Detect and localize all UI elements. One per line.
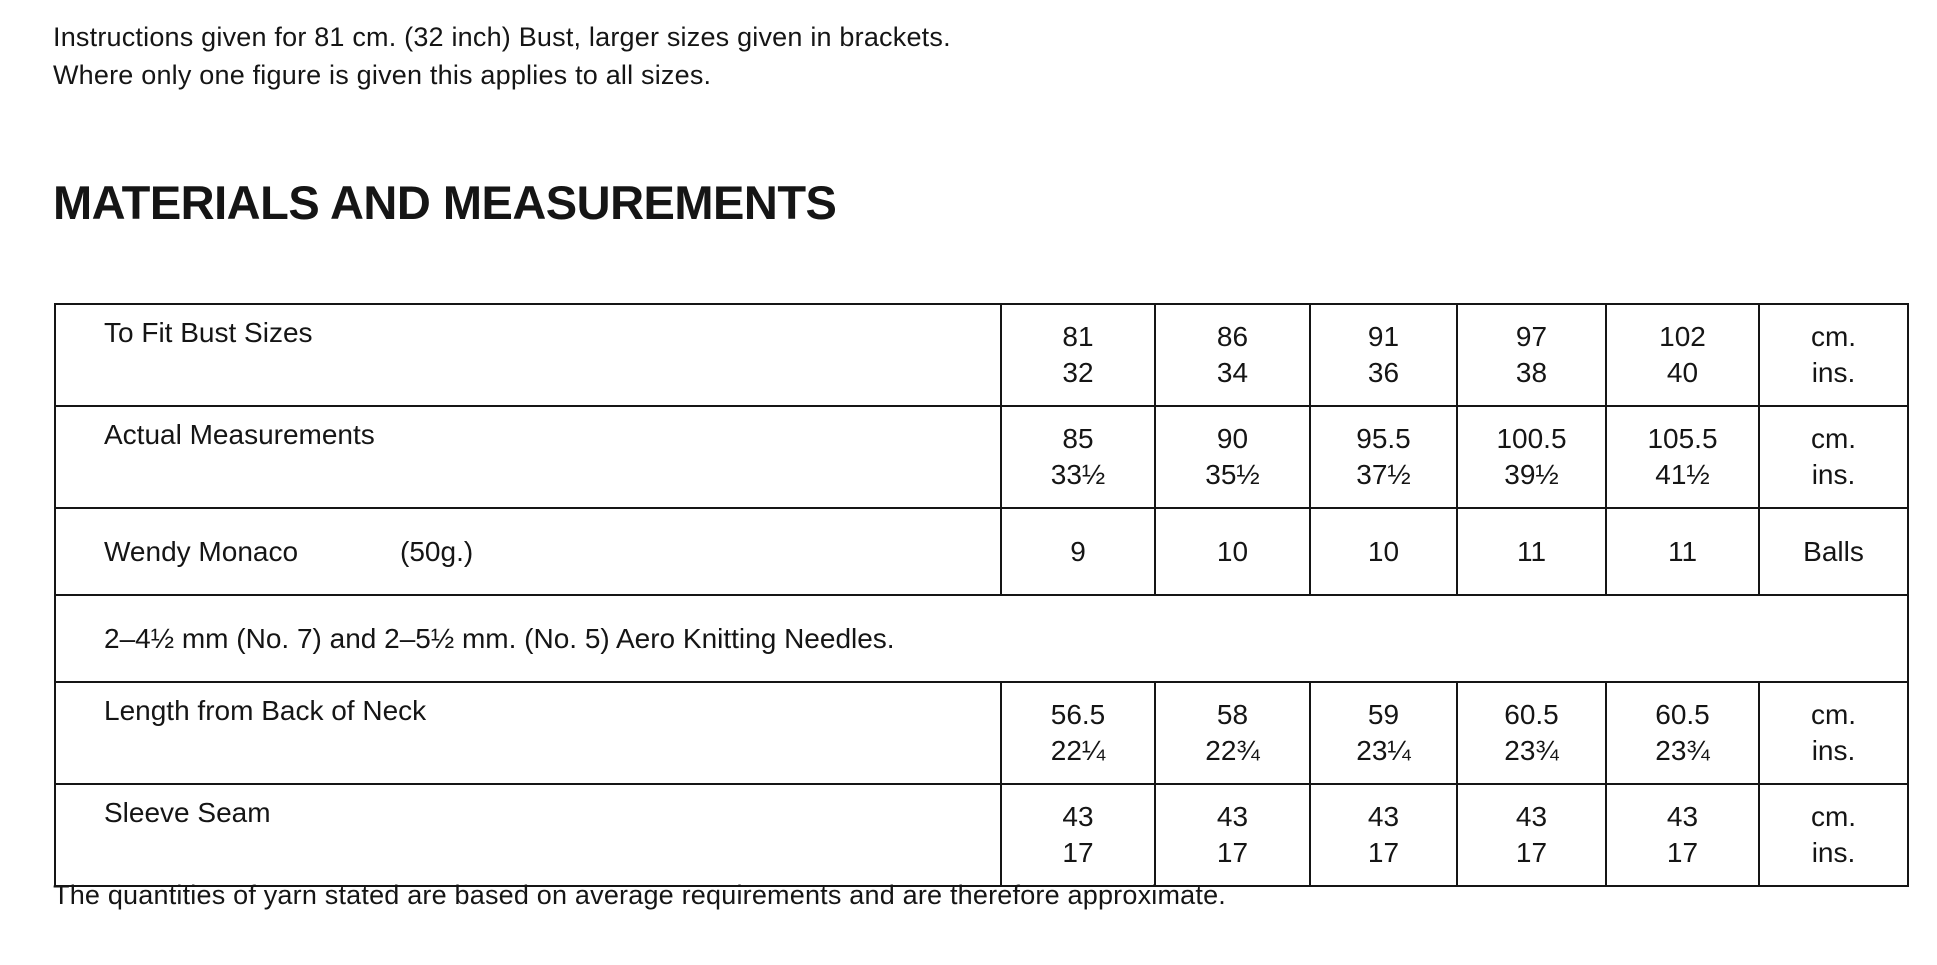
size-cell: 56.5 22¼ (1001, 682, 1155, 784)
size-cell: 43 17 (1001, 784, 1155, 886)
size-cell: 85 33½ (1001, 406, 1155, 508)
unit-cell: cm. ins. (1759, 406, 1908, 508)
size-cell: 60.5 23¾ (1606, 682, 1759, 784)
intro-line: Where only one figure is given this applies to all sizes. (53, 60, 712, 90)
table-row-length (55, 682, 1908, 784)
size-cell: 43 17 (1155, 784, 1310, 886)
materials-table (54, 303, 1909, 887)
size-cell: 102 40 (1606, 304, 1759, 406)
size-cell: 10 (1310, 508, 1457, 595)
size-cell: 60.5 23¾ (1457, 682, 1606, 784)
table-row-sleeve (55, 784, 1908, 886)
row-label: Sleeve Seam (55, 784, 1001, 886)
size-cell: 58 22¾ (1155, 682, 1310, 784)
unit-cell: cm. ins. (1759, 682, 1908, 784)
size-cell: 105.5 41½ (1606, 406, 1759, 508)
size-cell: 90 35½ (1155, 406, 1310, 508)
row-label (55, 508, 1001, 595)
size-cell: 10 (1155, 508, 1310, 595)
table-row-needles (55, 595, 1908, 682)
size-cell: 86 34 (1155, 304, 1310, 406)
table-row-bust (55, 304, 1908, 406)
size-cell: 81 32 (1001, 304, 1155, 406)
unit-cell: Balls (1759, 508, 1908, 595)
size-cell: 11 (1606, 508, 1759, 595)
yarn-weight: (50g.) (400, 535, 474, 567)
unit-cell: cm. ins. (1759, 784, 1908, 886)
unit-cell: cm. ins. (1759, 304, 1908, 406)
size-cell: 59 23¼ (1310, 682, 1457, 784)
footnote: The quantities of yarn stated are based on average requirements and are therefore approximate. (53, 880, 1226, 910)
table-row-yarn (55, 508, 1908, 595)
row-label: Actual Measurements (55, 406, 1001, 508)
yarn-name: Wendy Monaco (104, 535, 299, 567)
row-label: To Fit Bust Sizes (55, 304, 1001, 406)
size-cell: 9 (1001, 508, 1155, 595)
size-cell: 91 36 (1310, 304, 1457, 406)
size-cell: 11 (1457, 508, 1606, 595)
intro-text (53, 18, 951, 94)
row-label: Length from Back of Neck (55, 682, 1001, 784)
needles-text: 2–4½ mm (No. 7) and 2–5½ mm. (No. 5) Aero Knitting Needles. (55, 595, 1908, 682)
size-cell: 43 17 (1457, 784, 1606, 886)
size-cell: 43 17 (1310, 784, 1457, 886)
size-cell: 97 38 (1457, 304, 1606, 406)
section-heading: MATERIALS AND MEASUREMENTS (53, 176, 837, 229)
size-cell: 100.5 39½ (1457, 406, 1606, 508)
table-row-actual (55, 406, 1908, 508)
intro-line: Instructions given for 81 cm. (32 inch) Bust, larger sizes given in brackets. (53, 22, 951, 52)
size-cell: 43 17 (1606, 784, 1759, 886)
size-cell: 95.5 37½ (1310, 406, 1457, 508)
